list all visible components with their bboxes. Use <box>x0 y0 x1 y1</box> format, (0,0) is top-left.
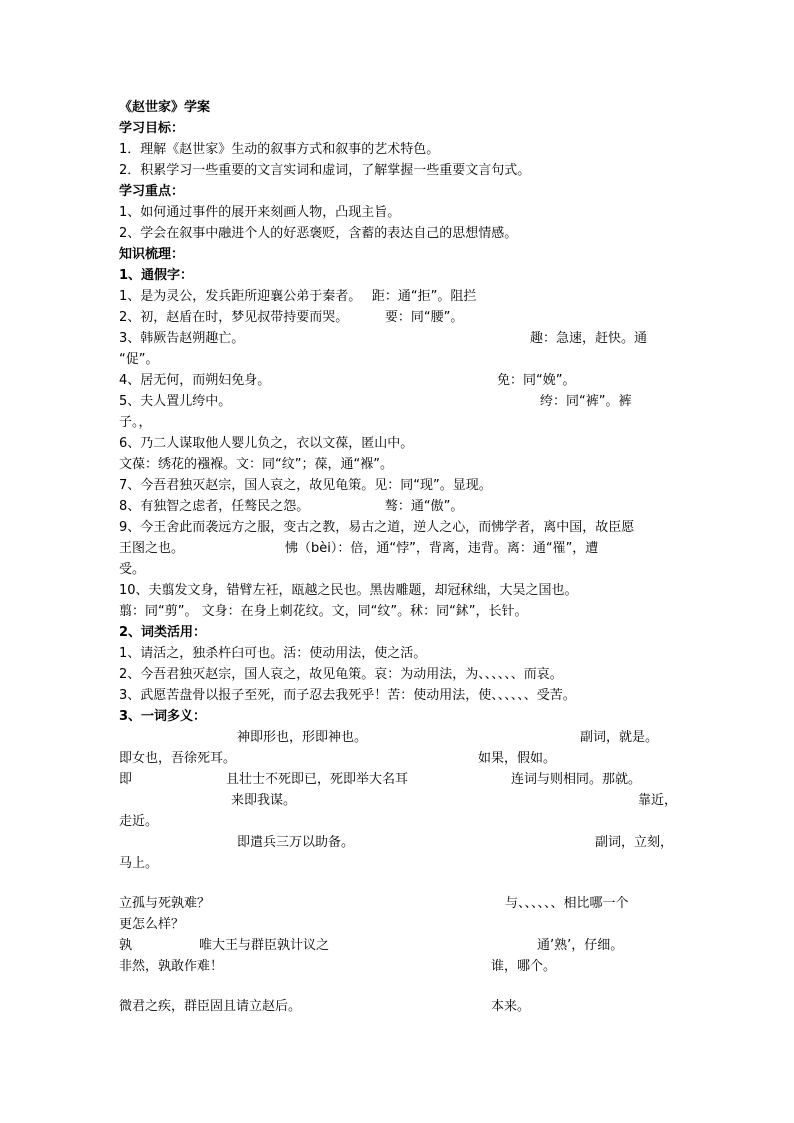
duoyi-line-cont: 走近。 <box>119 814 159 829</box>
focus-line: 1、如何通过事件的展开来刻画人物，凸现主旨。 <box>119 205 401 220</box>
duoyi-sentence: 非然，孰敢作难！ <box>119 959 224 974</box>
section-heading-duoyi: 3、一词多义： <box>119 709 207 724</box>
tongjia-line: 7、今吾君独灭赵宗，国人哀之，故见龟策。见：同“现”。显现。 <box>119 478 492 493</box>
tongjia-line: 2、初，赵盾在时，梦见叔带持要而哭。 要：同“腰”。 <box>119 310 464 325</box>
focus-line: 2、学会在叙事中融进个人的好恶褒贬，含蓄的表达自己的思想情感。 <box>119 226 518 241</box>
duoyi-sentence: 即女也，吾徐死耳。 <box>119 751 237 766</box>
tongjia-line-cont: “促”。 <box>119 352 159 367</box>
duoyi-word: 孰 <box>119 938 133 953</box>
tongjia-line-cont: 子。， <box>119 415 152 430</box>
duoyi-sentence: 唯大王与群臣孰计议之 <box>199 938 330 953</box>
tongjia-note: 怫（bèi）：倍，通“悖”，背离，违背。离：通“罹”，遭 <box>285 541 599 556</box>
duoyi-meaning: 连词与则相同。那就。 <box>511 772 642 787</box>
tongjia-line: 1、是为灵公，发兵距所迎襄公弟于秦者。 距：通“拒”。阻拦 <box>119 289 477 304</box>
duoyi-meaning: 通’熟’，仔细。 <box>537 938 624 953</box>
duoyi-meaning: 副词，立刻， <box>595 835 674 850</box>
focus-heading: 学习重点： <box>119 184 185 199</box>
huoyong-line: 1、请活之，独杀杵臼可也。活：使动用法，使之活。 <box>119 646 427 661</box>
huoyong-line: 2、今吾君独灭赵宗，国人哀之，故见龟策。哀：为动用法，为、、、、、、而哀。 <box>119 667 563 682</box>
duoyi-sentence: 且壮士不死即已，死即举大名耳 <box>226 772 409 787</box>
section-heading-huoyong: 2、词类活用： <box>119 625 207 640</box>
tongjia-sentence: 5、夫人置儿绔中。 <box>119 394 232 409</box>
tongjia-sentence: 4、居无何，而朔妇免身。 <box>119 373 271 388</box>
tongjia-sentence: 王图之也。 <box>119 541 185 556</box>
duoyi-sentence: 立孤与死孰难？ <box>119 896 211 911</box>
knowledge-heading: 知识梳理： <box>119 247 185 262</box>
goal-line: 2．积累学习一些重要的文言实词和虚词，了解掌握一些重要文言句式。 <box>119 163 531 178</box>
goal-line: 1．理解《赵世家》生动的叙事方式和叙事的艺术特色。 <box>119 142 440 157</box>
duoyi-line-cont: 马上。 <box>119 856 159 871</box>
tongjia-note-line: 翦：同“剪”。 文身：在身上刺花纹。文，同“纹”。秫：同“鉥”，长针。 <box>119 604 528 619</box>
tongjia-note: 绔：同“裤”。裤 <box>540 394 632 409</box>
tongjia-line-cont: 受。 <box>119 562 146 577</box>
duoyi-meaning: 谁，哪个。 <box>491 959 557 974</box>
duoyi-meaning: 与、、、、、、相比哪一个 <box>505 896 629 911</box>
duoyi-sentence: 来即我谋。 <box>231 793 297 808</box>
tongjia-line: 6、乃二人谋取他人婴儿负之，衣以文葆，匿山中。 <box>119 436 414 451</box>
tongjia-note: 趣：急速，赶快。通 <box>530 331 648 346</box>
tongjia-note: 免：同“娩”。 <box>497 373 576 388</box>
duoyi-word: 即 <box>119 772 133 787</box>
duoyi-sentence: 微君之疾，群臣固且请立赵后。 <box>119 999 302 1014</box>
tongjia-note-line: 文葆：绣花的襁褓。文：同“纹”；葆，通“褓”。 <box>119 457 393 472</box>
huoyong-line: 3、武愿苦盘骨以报子至死，而子忍去我死乎！苦：使动用法，使、、、、、、受苦。 <box>119 688 576 703</box>
goals-heading: 学习目标： <box>119 121 185 136</box>
duoyi-sentence: 即遣兵三万以助备。 <box>237 835 355 850</box>
duoyi-meaning: 靠近， <box>638 793 678 808</box>
duoyi-meaning: 如果，假如。 <box>478 751 557 766</box>
tongjia-line: 10、夫翦发文身，错臂左衽，瓯越之民也。黑齿雕题，却冠秫绌，大吴之国也。 <box>119 583 578 598</box>
duoyi-meaning: 副词，就是。 <box>580 730 659 745</box>
tongjia-sentence: 3、韩厥告赵朔趣亡。 <box>119 331 245 346</box>
duoyi-sentence: 神即形也，形即神也。 <box>237 730 368 745</box>
duoyi-line-cont: 更怎么样？ <box>119 917 185 932</box>
duoyi-meaning: 本来。 <box>491 999 531 1014</box>
tongjia-line: 8、有独智之虑者，任骜民之怨。 骜：通“傲”。 <box>119 499 464 514</box>
section-heading-tongjia: 1、通假字： <box>119 268 194 283</box>
doc-title: 《赵世家》学案 <box>119 100 211 115</box>
tongjia-line: 9、今王舍此而袭远方之服，变古之教，易古之道，逆人之心，而怫学者，离中国，故臣愿 <box>119 520 635 535</box>
